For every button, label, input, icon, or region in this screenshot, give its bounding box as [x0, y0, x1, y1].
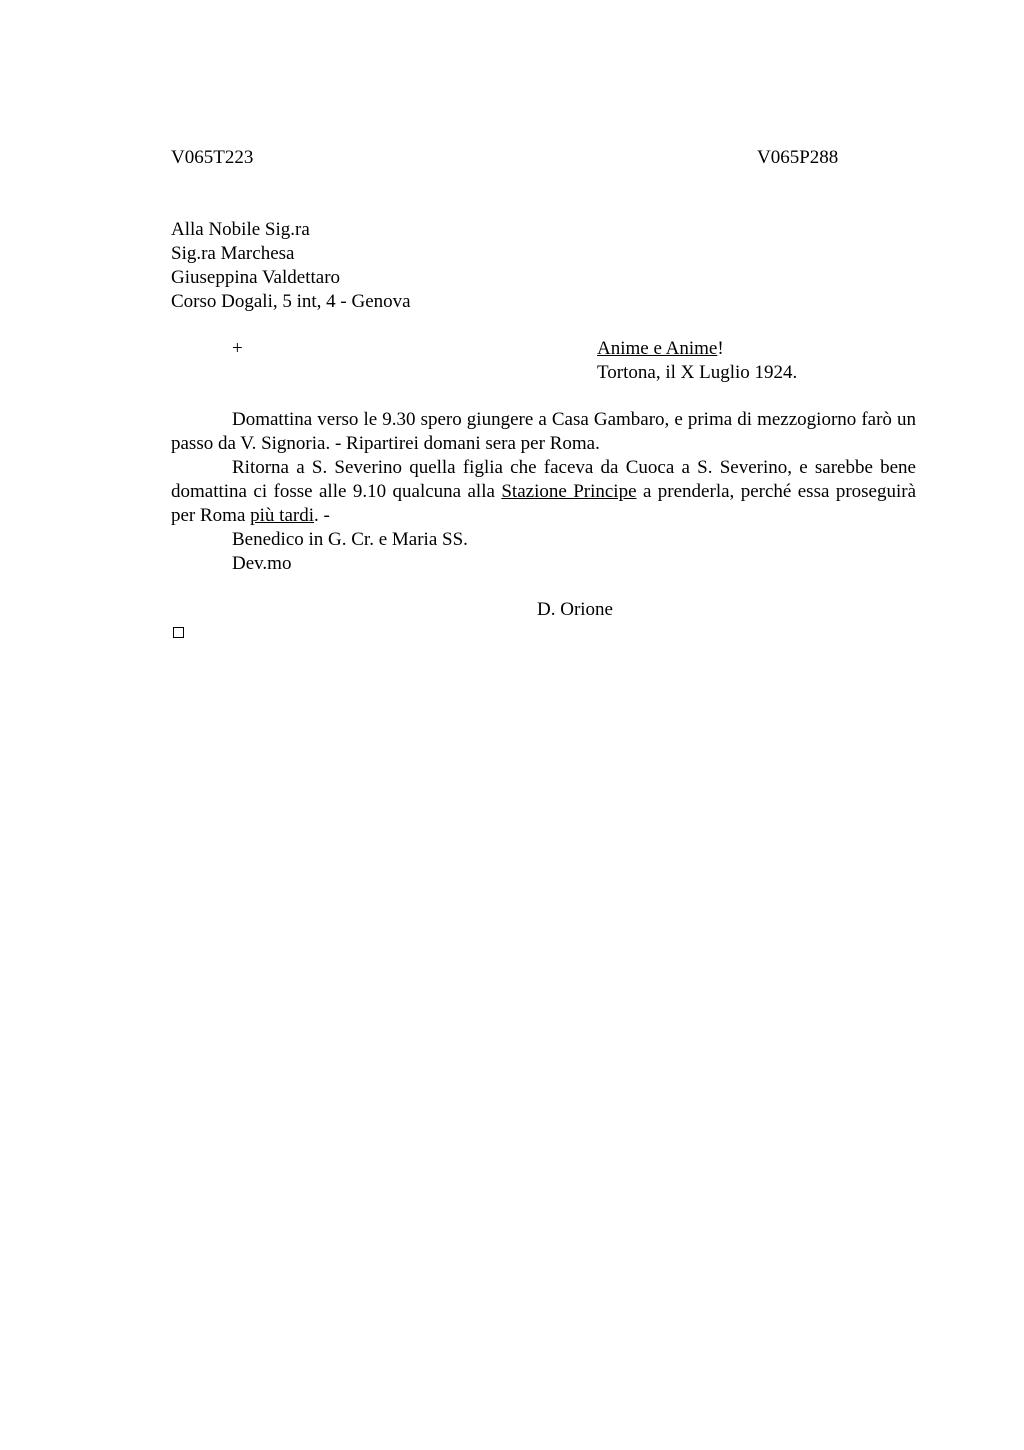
paragraph-2-part-a: Ritorna a S. Severino quella figlia che faceva da Cuoca a S. Severino, e sarebbe bene domattina ci fosse alle 9.10 qualcuna alla — [171, 457, 916, 502]
motto-suffix: ! — [717, 338, 724, 359]
signature: D. Orione — [537, 599, 613, 620]
document-code-right: V065P288 — [757, 147, 839, 168]
paragraph-2-part-b: a prenderla, perché essa proseguirà per Roma — [171, 481, 917, 526]
blessing-line: Benedico in G. Cr. e Maria SS. — [232, 529, 468, 550]
paragraph-2 — [171, 456, 916, 528]
address-line-4: Corso Dogali, 5 int, 4 - Genova — [171, 291, 411, 312]
address-line-2: Sig.ra Marchesa — [171, 243, 295, 264]
motto-underlined: Anime e Anime — [597, 338, 718, 359]
letter-body — [171, 408, 916, 576]
later-phrase: più tardi — [250, 505, 315, 526]
address-line-1: Alla Nobile Sig.ra — [171, 219, 310, 240]
paragraph-2-part-c: . - — [314, 505, 330, 526]
checkbox-square-icon — [173, 627, 184, 638]
document-code-left: V065T223 — [171, 147, 254, 168]
cross-symbol: + — [232, 338, 243, 359]
place-date: Tortona, il X Luglio 1924. — [597, 362, 798, 383]
address-line-3: Giuseppina Valdettaro — [171, 267, 341, 288]
paragraph-1: Domattina verso le 9.30 spero giungere a Casa Gambaro, e prima di mezzogiorno farò un passo da V. Signoria. - Ripartirei domani sera per Roma. — [171, 409, 916, 454]
recipient-address — [171, 218, 411, 314]
closing-line: Dev.mo — [232, 553, 292, 574]
motto — [597, 337, 724, 361]
station-name: Stazione Principe — [501, 481, 637, 502]
